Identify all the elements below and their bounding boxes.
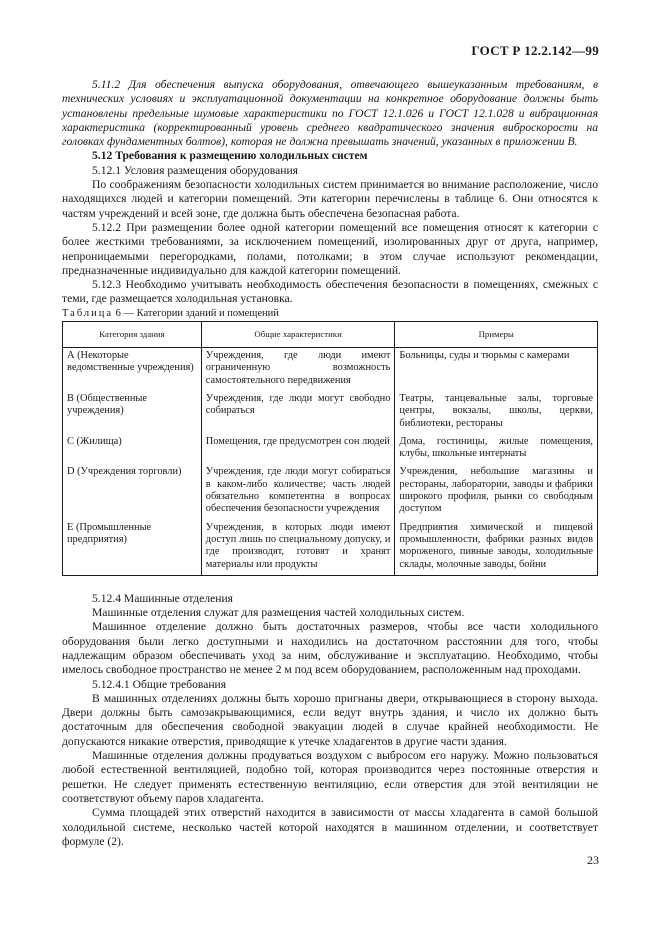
table-cell-category: С (Жилища) [63, 434, 202, 465]
subsection-heading-5-12-4-1: 5.12.4.1 Общие требования [92, 677, 227, 691]
table-cell-category: А (Некоторые ведомственные учреждения) [63, 348, 202, 391]
table-row [63, 391, 598, 434]
table-cell-characteristics: Учреждения, где люди имеют ограниченную возможность самостоятельного передвижения [201, 348, 395, 391]
subsection-heading-5-12-4: 5.12.4 Машинные отделения [92, 591, 233, 605]
paragraph-5-12-3: 5.12.3 Необходимо учитывать необходимость обеспечения безопасности в помещениях, смежных с теми, где размещается холодильная установка. [62, 278, 598, 306]
table-row [63, 464, 598, 519]
table-cell-characteristics: Учреждения, где люди могут собираться в каком-либо количестве; часть людей обязательно компетентна в вопросах обеспечения безопасности учреждения [201, 464, 395, 519]
table-cell-category: Е (Промышленные предприятия) [63, 520, 202, 576]
table-row [63, 434, 598, 465]
header-examples: Примеры [395, 322, 598, 348]
table-cell-characteristics: Учреждения, где люди могут свободно собираться [201, 391, 395, 434]
table-cell-examples: Предприятия химической и пищевой промышленности, фабрики разных видов мороженого, пивные заводы, холодильные склады, молочные заводы, бойни [395, 520, 598, 576]
table-row [63, 348, 598, 391]
paragraph-openings-area: Сумма площадей этих отверстий находится в зависимости от массы хладагента в самой большой холодильной системе, несколько частей которой находятся в машинном отделении, и соответствует формуле (2). [62, 806, 598, 848]
table-cell-examples: Театры, танцевальные залы, торговые центры, вокзалы, школы, церкви, библиотеки, рестораны [395, 391, 598, 434]
table-caption [62, 307, 598, 321]
page-number: 23 [587, 853, 599, 867]
document-header: ГОСТ Р 12.2.142—99 [471, 43, 599, 58]
table-cell-category: В (Общественные учреждения) [63, 391, 202, 434]
table-cell-examples: Учреждения, небольшие магазины и рестораны, лаборатории, заводы и фабрики широкого профиля, рынки со свободным доступом [395, 464, 598, 519]
document-body [62, 78, 598, 849]
paragraph-5-12-2: 5.12.2 При размещении более одной категории помещений все помещения относят к категории с более жесткими требованиями, за исключением помещений, изолированных друг от друга, например, непроницаемыми перегородками, полами, потолками; в этом случае используют рекомендации, предназначенные индивидуально для каждой категории помещений. [62, 220, 598, 277]
paragraph-5-11-2: 5.11.2 Для обеспечения выпуска оборудования, отвечающего вышеуказанным требованиям, в технических условиях и эксплуатационной документации на конкретное оборудование должны быть установлены предельные шумовые характеристики по ГОСТ 12.1.026 и ГОСТ 12.1.028 и вибрационная характеристика (корректированный уровень среднего квадратического значения виброскорости на головках фундаментных болтов), которая не должна превышать значений, указанных в приложении В. [62, 78, 598, 149]
table-cell-category: D (Учреждения торговли) [63, 464, 202, 519]
table-header-row [63, 322, 598, 348]
paragraph-machine-room-size: Машинное отделение должно быть достаточных размеров, чтобы все части холодильного оборудования были легко доступными и находились на достаточном расстоянии для того, чтобы надлежащим образом обеспечивать уход за ним, обслуживание и эксплуатацию. Необходимо, чтобы имелось свободное пространство не менее 2 м под всем оборудованием, расположенным над проходами. [62, 620, 598, 677]
table-cell-examples: Дома, гостиницы, жилые помещения, клубы, школьные интернаты [395, 434, 598, 465]
paragraph-ventilation: Машинные отделения должны продуваться воздухом с выбросом его наружу. Можно пользоваться любой естественной вентиляцией, подобно той, которая производится через постоянные отверстия и решетки. Не следует применять естественную вентиляцию, если отверстия для этой вентиляции не соответствуют объему паров хладагента. [62, 749, 598, 805]
paragraph-placement-conditions: По соображениям безопасности холодильных систем принимается во внимание расположение, число находящихся людей и категории помещений. Эти категории перечислены в таблице 6. Они относятся к частям учреждений и всей зоне, где должна быть обеспечена безопасная работа. [62, 178, 598, 220]
paragraph-doors: В машинных отделениях должны быть хорошо пригнаны двери, открывающиеся в сторону выхода. Двери должны быть самозакрывающимися, если ведут внутрь здания, и число их должно быть достаточным для обеспечения свободной эвакуации людей в случае крайней необходимости. Не допускаются никакие отверстия, приводящие к утечке хладагентов в другие части здания. [62, 691, 598, 748]
table-cell-characteristics: Учреждения, в которых люди имеют доступ лишь по специальному допуску, и где производят, готовят и хранят материалы или продукты [201, 520, 395, 576]
header-category: Категория здания [63, 322, 202, 348]
subsection-heading-5-12-1: 5.12.1 Условия размещения оборудования [92, 163, 298, 177]
table-caption-label: Таблица [62, 307, 114, 319]
section-heading-5-12: 5.12 Требования к размещению холодильных систем [92, 149, 368, 163]
table-row [63, 520, 598, 576]
paragraph-machine-rooms-purpose: Машинные отделения служат для размещения частей холодильных систем. [92, 606, 465, 620]
building-categories-table [62, 321, 598, 576]
table-cell-examples: Больницы, суды и тюрьмы с камерами [395, 348, 598, 391]
table-cell-characteristics: Помещения, где предусмотрен сон людей [201, 434, 395, 465]
table-caption-text: 6 — Категории зданий и помещений [115, 307, 279, 319]
header-characteristics: Общие характеристики [201, 322, 395, 348]
